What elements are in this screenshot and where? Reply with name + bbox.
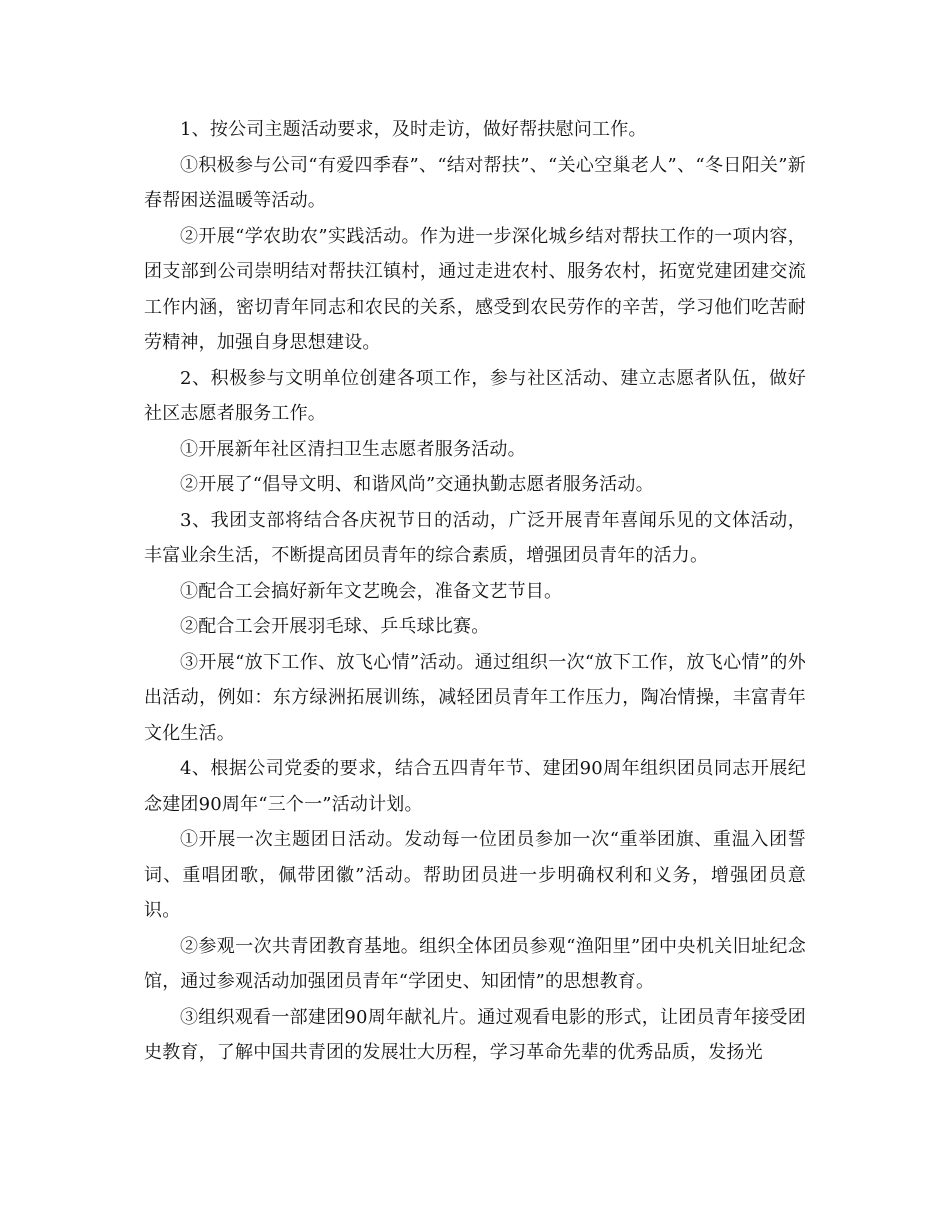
paragraph-9: ②配合工会开展羽毛球、乒乓球比赛。 xyxy=(180,616,490,637)
paragraph-13: ②参观一次共青团教育基地。组织全体团员参观“渔阳里”团中央机关旧址纪念馆，通过参观活动加强团员青年“学团史、知团情”的思想教育。 xyxy=(144,935,806,992)
paragraph-5: ①开展新年社区清扫卫生志愿者服务活动。 xyxy=(180,438,526,460)
paragraph-6: ②开展了“倡导文明、和谐风尚”交通执勤志愿者服务活动。 xyxy=(180,474,654,495)
paragraph-12: ①开展一次主题团日活动。发动每一位团员参加一次“重举团旗、重温入团誓词、重唱团歌，佩带团徽”活动。帮助团员进一步明确权利和义务，增强团员意识。 xyxy=(144,829,806,921)
document-body xyxy=(144,112,806,1071)
paragraph-10: ③开展“放下工作、放飞心情”活动。通过组织一次“放下工作，放飞心情”的外出活动，例如：东方绿洲拓展训练，减轻团员青年工作压力，陶冶情操，丰富青年文化生活。 xyxy=(144,651,806,744)
paragraph-1: 1、按公司主题活动要求，及时走访，做好帮扶慰问工作。 xyxy=(180,119,647,140)
paragraph-11: 4、根据公司党委的要求，结合五四青年节、建团90周年组织团员同志开展纪念建团90周年“三个一”活动计划。 xyxy=(144,758,806,815)
paragraph-7: 3、我团支部将结合各庆祝节日的活动，广泛开展青年喜闻乐见的文体活动，丰富业余生活，不断提高团员青年的综合素质，增强团员青年的活力。 xyxy=(144,509,806,566)
paragraph-2: ①积极参与公司“有爱四季春”、“结对帮扶”、“关心空巢老人”、“冬日阳关”新春帮困送温暖等活动。 xyxy=(144,154,806,211)
paragraph-8: ①配合工会搞好新年文艺晚会，准备文艺节目。 xyxy=(180,580,563,602)
paragraph-3: ②开展“学农助农”实践活动。作为进一步深化城乡结对帮扶工作的一项内容，团支部到公司崇明结对帮扶江镇村，通过走进农村、服务农村，拓宽党建团建交流工作内涵，密切青年同志和农民的关系，感受到农民劳作的辛苦，学习他们吃苦耐劳精神，加强自身思想建设。 xyxy=(144,225,806,353)
paragraph-14: ③组织观看一部建团90周年献礼片。通过观看电影的形式，让团员青年接受团史教育，了解中国共青团的发展壮大历程，学习革命先辈的优秀品质，发扬光 xyxy=(144,1006,806,1063)
paragraph-4: 2、积极参与文明单位创建各项工作，参与社区活动、建立志愿者队伍，做好社区志愿者服务工作。 xyxy=(144,367,806,424)
